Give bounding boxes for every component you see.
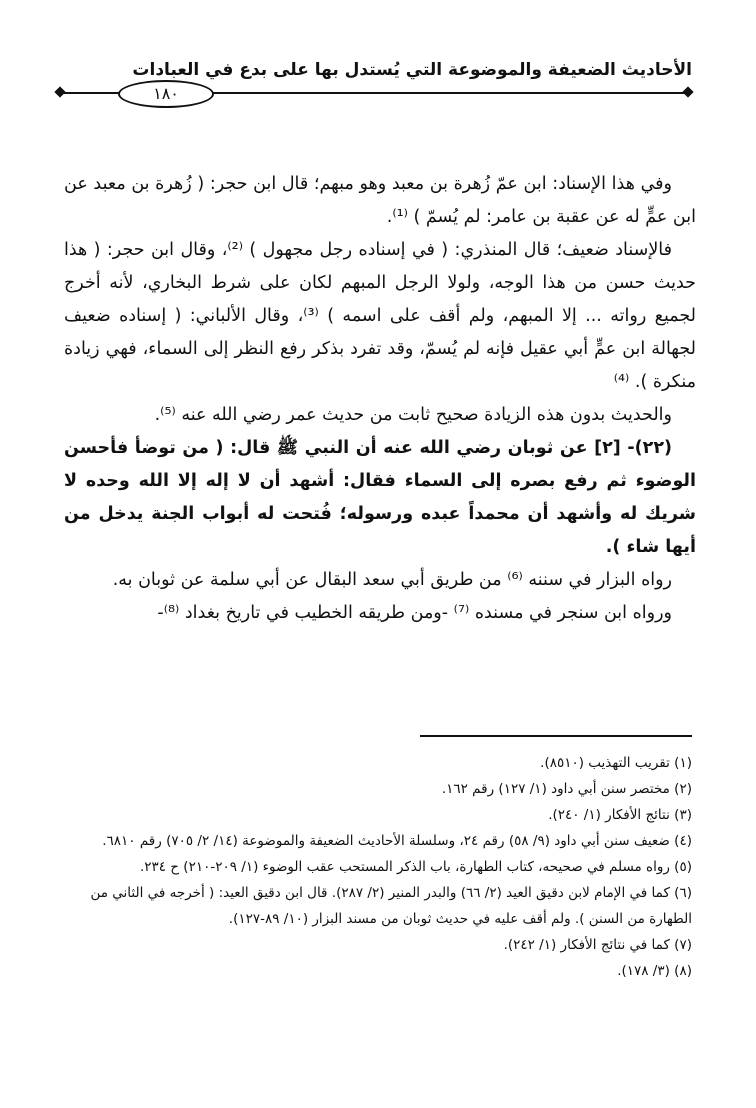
paragraph: فالإسناد ضعيف؛ قال المنذري: ( في إسناده رجل مجهول ) ⁽²⁾، وقال ابن حجر: ( هذا حديث حسن من هذا الوجه، ولولا الرجل المبهم لكان على شرط البخاري، لأنه أخرج لجميع رواته ... إلا المبهم، ولم أقف على اسمه ) ⁽³⁾، وقال الألباني: ( إسناده ضعيف لجهالة ابن عمٍّ أبي عقيل فإنه لم يُسمّ، وقد تفرد بذكر رفع النظر إلى السماء، فهي زيادة منكرة ). ⁽⁴⁾: [64, 240, 696, 392]
paragraph: رواه البزار في سننه ⁽⁶⁾ من طريق أبي سعد البقال عن أبي سلمة عن ثوبان به.: [112, 570, 672, 590]
footnotes: [64, 750, 692, 984]
footnote: (٦) كما في الإمام لابن دقيق العيد (٢/ ٦٦) والبدر المنير (٢/ ٢٨٧). قال ابن دقيق العيد: ( أخرجه في الثاني من الطهارة من السنن ). ولم أقف عليه في حديث ثوبان من مسند البزار (١٠/ ٨٩-١٢٧).: [90, 885, 692, 927]
main-text: [64, 168, 696, 630]
page-number: ١٨٠: [118, 80, 214, 108]
footnote: (٢) مختصر سنن أبي داود (١/ ١٢٧) رقم ١٦٢.: [441, 781, 692, 797]
diamond-ornament-left-icon: [54, 86, 65, 97]
hadith-paragraph: (٢٢)- [٢] عن ثوبان رضي الله عنه أن النبي ﷺ قال: ( من توضأ فأحسن الوضوء ثم رفع بصره إلى السماء فقال: أشهد أن لا إله إلا الله وحده لا شريك له وأشهد أن محمداً عبده ورسوله؛ فُتحت له أبواب الجنة يدخل من أيها شاء ).: [64, 438, 696, 557]
page-header: [56, 54, 692, 114]
paragraph: والحديث بدون هذه الزيادة صحيح ثابت من حديث عمر رضي الله عنه ⁽⁵⁾.: [154, 405, 672, 425]
footnote: (٣) نتائج الأفكار (١/ ٢٤٠).: [548, 807, 692, 823]
paragraph: ورواه ابن سنجر في مسنده ⁽⁷⁾ -ومن طريقه الخطيب في تاريخ بغداد ⁽⁸⁾-: [157, 603, 672, 623]
paragraph: وفي هذا الإسناد: ابن عمّ زُهرة بن معبد وهو مبهم؛ قال ابن حجر: ( زُهرة بن معبد عن ابن عمٍّ له عن عقبة بن عامر: لم يُسمّ ) ⁽¹⁾.: [64, 174, 696, 227]
footnote: (٥) رواه مسلم في صحيحه، كتاب الطهارة، باب الذكر المستحب عقب الوضوء (١/ ٢٠٩-٢١٠) ح ٢٣٤.: [139, 859, 692, 875]
footnote: (١) تقريب التهذيب (٨٥١٠).: [540, 755, 692, 771]
footnote: (٤) ضعيف سنن أبي داود (٩/ ٥٨) رقم ٢٤، وسلسلة الأحاديث الضعيفة والموضوعة (١٤/ ٢/ ٧٠٥) رقم ٦٨١٠.: [102, 833, 692, 849]
running-title: الأحاديث الضعيفة والموضوعة التي يُستدل بها على بدع في العبادات: [132, 60, 692, 80]
footnote: (٧) كما في نتائج الأفكار (١/ ٢٤٢).: [503, 937, 692, 953]
footnote-separator: [420, 735, 692, 737]
footnote: (٨) (٣/ ١٧٨).: [617, 963, 692, 979]
diamond-ornament-right-icon: [682, 86, 693, 97]
